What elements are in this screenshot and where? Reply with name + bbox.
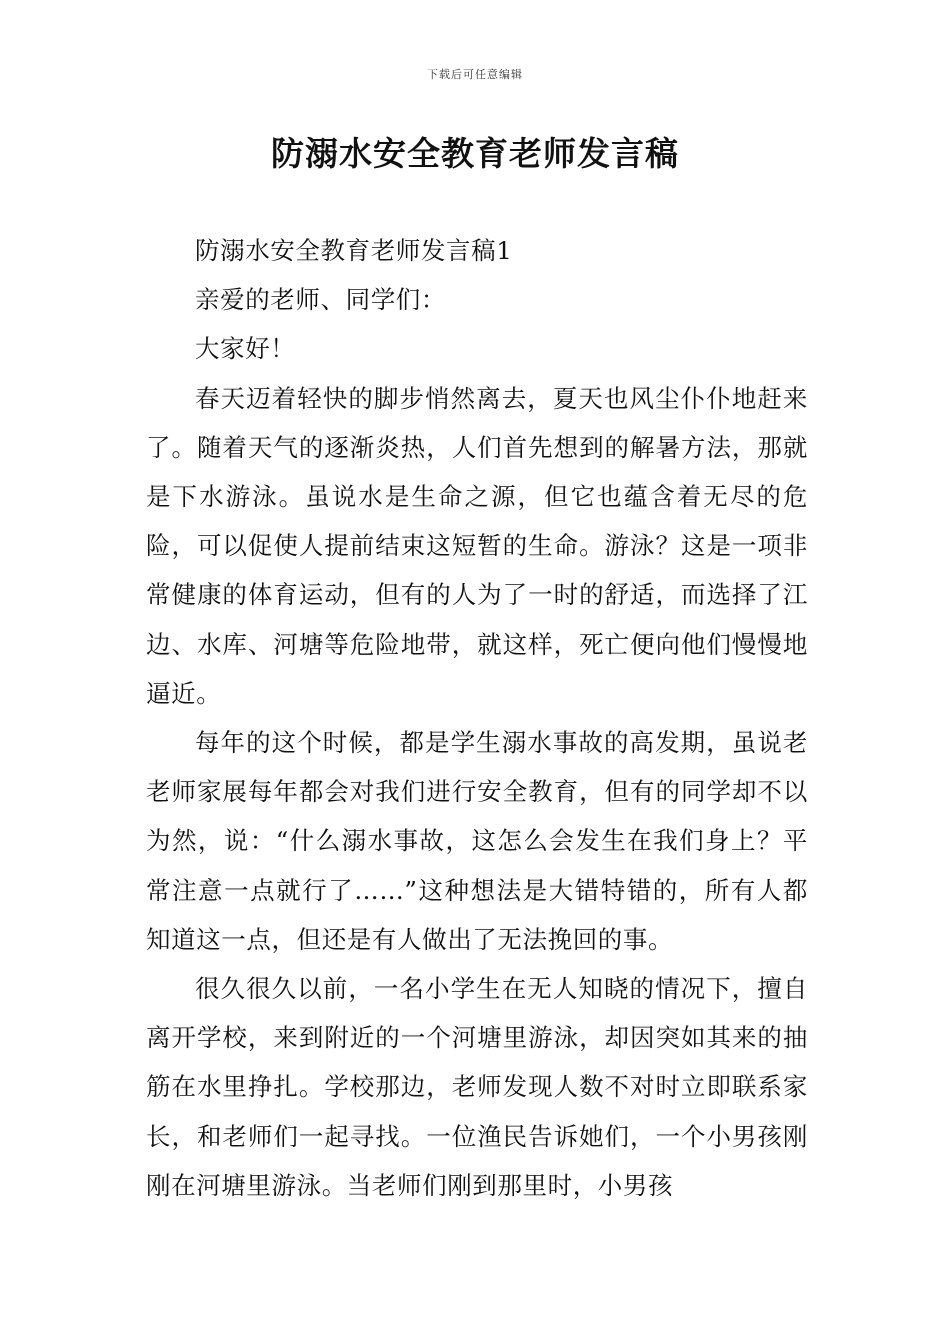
greeting-paragraph: 大家好！ [195,334,296,364]
header-note: 下载后可任意编辑 [427,68,523,81]
document-body [146,226,808,1210]
subtitle-paragraph: 防溺水安全教育老师发言稿1 [195,236,513,265]
body-paragraph: 很久很久以前，一名小学生在无人知晓的情况下，擅自离开学校，来到附近的一个河塘里游泳，却因突如其来的抽筋在水里挣扎。学校那边，老师发现人数不对时立即联系家长，和老师们一起寻找。一位渔民告诉她们，一个小男孩刚刚在河塘里游泳。当老师们刚到那里时，小男孩 [146,974,808,1200]
body-paragraph: 春天迈着轻快的脚步悄然离去，夏天也风尘仆仆地赶来了。随着天气的逐渐炎热，人们首先想到的解暑方法，那就是下水游泳。虽说水是生命之源，但它也蕴含着无尽的危险，可以促使人提前结束这短暂的生命。游泳？这是一项非常健康的体育运动，但有的人为了一时的舒适，而选择了江边、水库、河塘等危险地带，就这样，死亡便向他们慢慢地逼近。 [146,383,808,708]
salutation-paragraph: 亲爱的老师、同学们： [195,285,446,315]
document-title: 防溺水安全教育老师发言稿 [271,134,679,173]
body-paragraph: 每年的这个时候，都是学生溺水事故的高发期，虽说老老师家展每年都会对我们进行安全教育，但有的同学却不以为然，说：“什么溺水事故，这怎么会发生在我们身上？平常注意一点就行了……”这种想法是大错特错的，所有人都知道这一点，但还是有人做出了无法挽回的事。 [146,728,808,954]
